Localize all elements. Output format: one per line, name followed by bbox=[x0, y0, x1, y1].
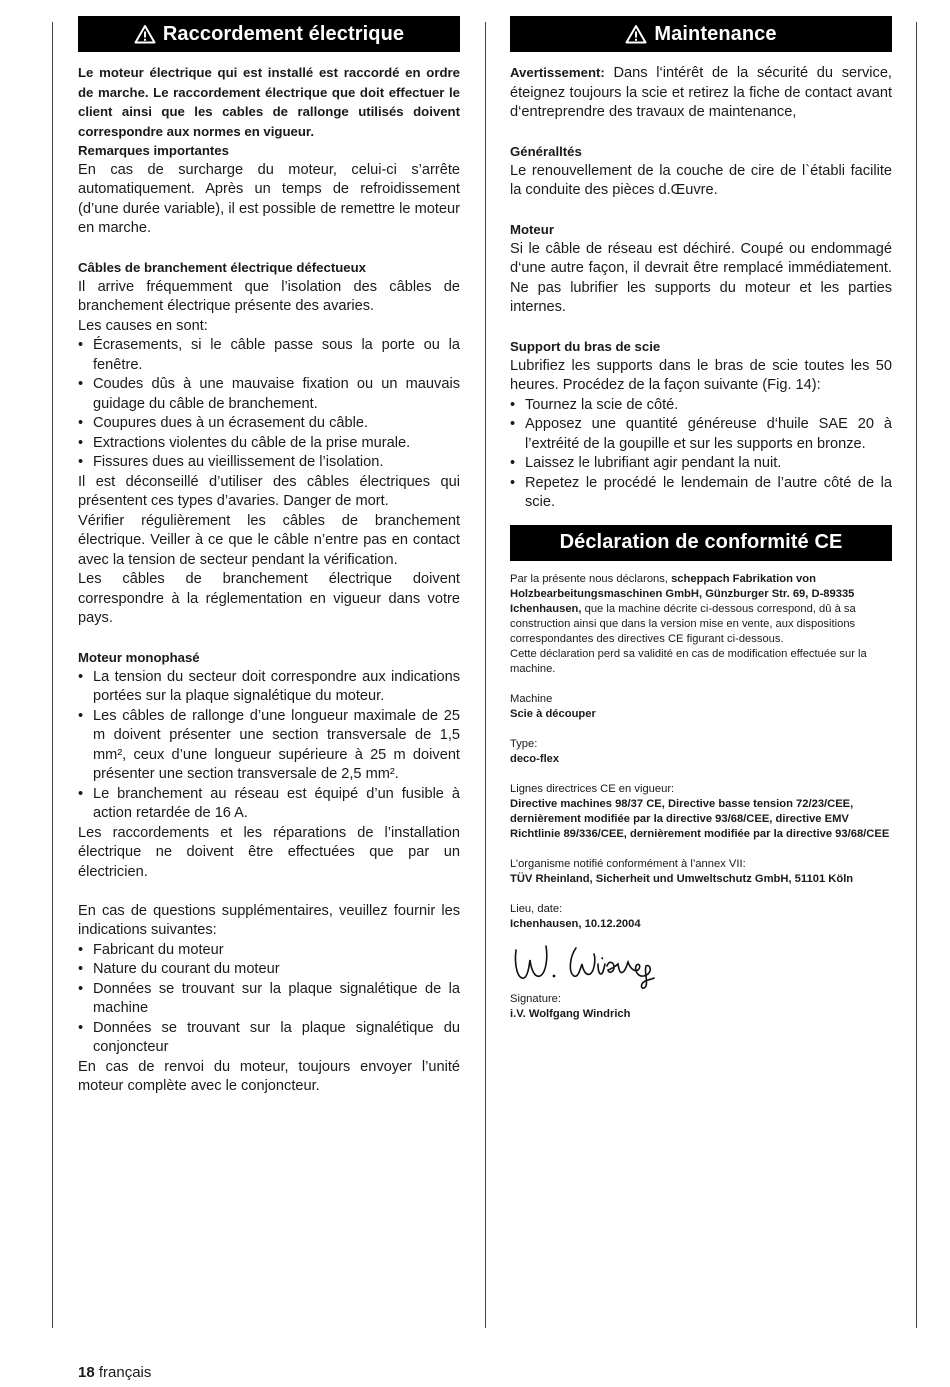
company-name: scheppach Fabrikation von Holzbearbeitungsmaschinen GmbH, Günzburger Str. 69, D-89335 Ichenhausen, bbox=[510, 572, 855, 615]
page-number: 18 bbox=[78, 1364, 95, 1381]
paragraph-remarques: En cas de surcharge du moteur, celui-ci s’arrête automatiquement. Après un temps de refroidissement (d’une durée variable), il est possible de remettre le moteur en marche. bbox=[78, 161, 460, 236]
list-item: • Données se trouvant sur la plaque signalétique de la machine bbox=[78, 980, 460, 1019]
questions-list bbox=[78, 941, 460, 1058]
list-item: • La tension du secteur doit correspondre aux indications portées sur la plaque signalétique du moteur. bbox=[78, 668, 460, 707]
page-language: français bbox=[98, 1364, 152, 1381]
paragraph-renvoi: En cas de renvoi du moteur, toujours envoyer l’unité moteur complète avec le conjoncteur. bbox=[78, 1058, 460, 1094]
handwritten-signature bbox=[510, 936, 892, 990]
avertissement-label: Avertissement: bbox=[510, 65, 605, 80]
declaration-intro: Par la présente nous déclarons, scheppach Fabrikation von Holzbearbeitungsmaschinen GmbH, Günzburger Str. 69, D-89335 Ichenhausen, que la machine décrite ci-dessous correspond, dû à sa construction ainsi que dans la version mise en vente, aux dispositions correspondantes des directives CE figurant ci-dessous. bbox=[510, 572, 856, 645]
section-heading-text: Maintenance bbox=[654, 22, 777, 45]
left-margin-rule bbox=[52, 22, 53, 1328]
warning-triangle-icon bbox=[625, 24, 647, 44]
left-column bbox=[78, 16, 460, 1097]
list-item: • Apposez une quantité généreuse d‘huile SAE 20 à l’extréité de la goupille et sur les supports en bronze. bbox=[510, 415, 892, 454]
type-value: deco-flex bbox=[510, 752, 560, 765]
list-item: • Laissez le lubrifiant agir pendant la nuit. bbox=[510, 454, 892, 474]
lieu-label: Lieu, date: bbox=[510, 902, 563, 915]
paragraph-generalites: Le renouvellement de la couche de cire de l`établi facilite la conduite des pièces d.Œuvre. bbox=[510, 162, 892, 198]
monophase-list bbox=[78, 668, 460, 824]
subheading-support: Support du bras de scie bbox=[510, 339, 661, 354]
directives-value: Directive machines 98/37 CE, Directive basse tension 72/23/CEE, dernièrement modifiée par la directive 93/68/CEE, directive EMV Richtlinie 89/336/CEE, dernièrement modifiée par la directive 93/68/CEE bbox=[510, 797, 890, 840]
intro-paragraph: Le moteur électrique qui est installé est raccordé en ordre de marche. Le raccordement électrique que doit effectuer le client ainsi que les cables de rallonge utilisés doivent correspondre aux normes en vigueur. bbox=[78, 65, 460, 139]
paragraph-cables: Il arrive fréquemment que l’isolation des câbles de branchement électrique présente des avaries. bbox=[78, 278, 460, 314]
paragraph-questions: En cas de questions supplémentaires, veuillez fournir les indications suivantes: bbox=[78, 902, 460, 938]
section-heading-maintenance bbox=[510, 16, 892, 52]
subheading-generalites: Généralltés bbox=[510, 144, 582, 159]
list-item: • Coudes dûs à une mauvaise fixation ou un mauvais guidage du câble de branchement. bbox=[78, 375, 460, 414]
paragraph-avertissement bbox=[510, 63, 892, 123]
lieu-value: Ichenhausen, 10.12.2004 bbox=[510, 917, 641, 930]
page-footer bbox=[78, 1364, 151, 1381]
right-margin-rule bbox=[916, 22, 917, 1328]
list-item: • Extractions violentes du câble de la prise murale. bbox=[78, 434, 460, 454]
support-list bbox=[510, 396, 892, 513]
subheading-cables: Câbles de branchement électrique défectueux bbox=[78, 260, 367, 275]
avertissement-text: Dans l‘intérêt de la sécurité du service, éteignez toujours la scie et retirez la fiche de contact avant d‘entreprendre des travaux de maintenance, bbox=[510, 65, 892, 120]
signature-label: Signature: bbox=[510, 992, 561, 1005]
list-item: • Fissures dues au vieillissement de l’isolation. bbox=[78, 453, 460, 473]
subheading-monophase: Moteur monophasé bbox=[78, 650, 200, 665]
machine-label: Machine bbox=[510, 692, 553, 705]
paragraph-verify: Vérifier régulièrement les câbles de branchement électrique. Veiller à ce que le câble n’entre pas en contact avec la tension de secteur pendant la vérification. bbox=[78, 512, 460, 568]
subheading-remarques: Remarques importantes bbox=[78, 143, 229, 158]
list-item: • Les câbles de rallonge d’une longueur maximale de 25 m doivent présenter une section transversale de 1,5 mm², ceux d’une longueur supérieure à 25 m doivent présenter une section transversale de 2,5 mm². bbox=[78, 707, 460, 785]
paragraph-moteur: Si le câble de réseau est déchiré. Coupé ou endommagé d‘une autre façon, il devrait être remplacé immédiatement. Ne pas lubrifier les supports du moteur et les parties internes. bbox=[510, 240, 892, 315]
paragraph-causes-intro: Les causes en sont: bbox=[78, 317, 208, 334]
paragraph-reglementation: Les câbles de branchement électrique doivent correspondre à la réglementation en vigueur dans votre pays. bbox=[78, 571, 460, 626]
section-heading-raccordement bbox=[78, 16, 460, 52]
list-item: • Écrasements, si le câble passe sous la porte ou la fenêtre. bbox=[78, 336, 460, 375]
organisme-label: L’organisme notifié conformément à l’annex VII: bbox=[510, 857, 746, 870]
declaration-validity: Cette déclaration perd sa validité en cas de modification effectuée sur la machine. bbox=[510, 647, 867, 675]
list-item: • Nature du courant du moteur bbox=[78, 960, 460, 980]
section-heading-text: Déclaration de conformité CE bbox=[559, 531, 843, 553]
list-item: • Le branchement au réseau est équipé d’un fusible à action retardée de 16 A. bbox=[78, 785, 460, 824]
directives-label: Lignes directrices CE en vigueur: bbox=[510, 782, 675, 795]
section-heading-text: Raccordement électrique bbox=[162, 22, 405, 45]
center-divider-rule bbox=[485, 22, 486, 1328]
declaration-block bbox=[510, 572, 892, 1022]
causes-list bbox=[78, 336, 460, 473]
paragraph-support: Lubrifiez les supports dans le bras de scie toutes les 50 heures. Procédez de la façon suivante (Fig. 14): bbox=[510, 357, 892, 393]
section-heading-declaration bbox=[510, 525, 892, 561]
right-column bbox=[510, 16, 892, 1022]
list-item: • Repetez le procédé le lendemain de l’autre côté de la scie. bbox=[510, 474, 892, 513]
type-label: Type: bbox=[510, 737, 538, 750]
machine-value: Scie à découper bbox=[510, 707, 596, 720]
list-item: • Tournez la scie de côté. bbox=[510, 396, 892, 416]
signature-name: i.V. Wolfgang Windrich bbox=[510, 1007, 631, 1020]
list-item: • Données se trouvant sur la plaque signalétique du conjoncteur bbox=[78, 1019, 460, 1058]
list-item: • Fabricant du moteur bbox=[78, 941, 460, 961]
paragraph-warning: Il est déconseillé d’utiliser des câbles électriques qui présentent ces types d’avaries. Danger de mort. bbox=[78, 473, 460, 509]
paragraph-electricien: Les raccordements et les réparations de l’installation électrique ne doivent être effectuées que par un électricien. bbox=[78, 824, 460, 880]
warning-triangle-icon bbox=[134, 24, 156, 44]
subheading-moteur: Moteur bbox=[510, 222, 554, 237]
list-item: • Coupures dues à un écrasement du câble. bbox=[78, 414, 460, 434]
organisme-value: TÜV Rheinland, Sicherheit und Umweltschutz GmbH, 51101 Köln bbox=[510, 872, 854, 885]
